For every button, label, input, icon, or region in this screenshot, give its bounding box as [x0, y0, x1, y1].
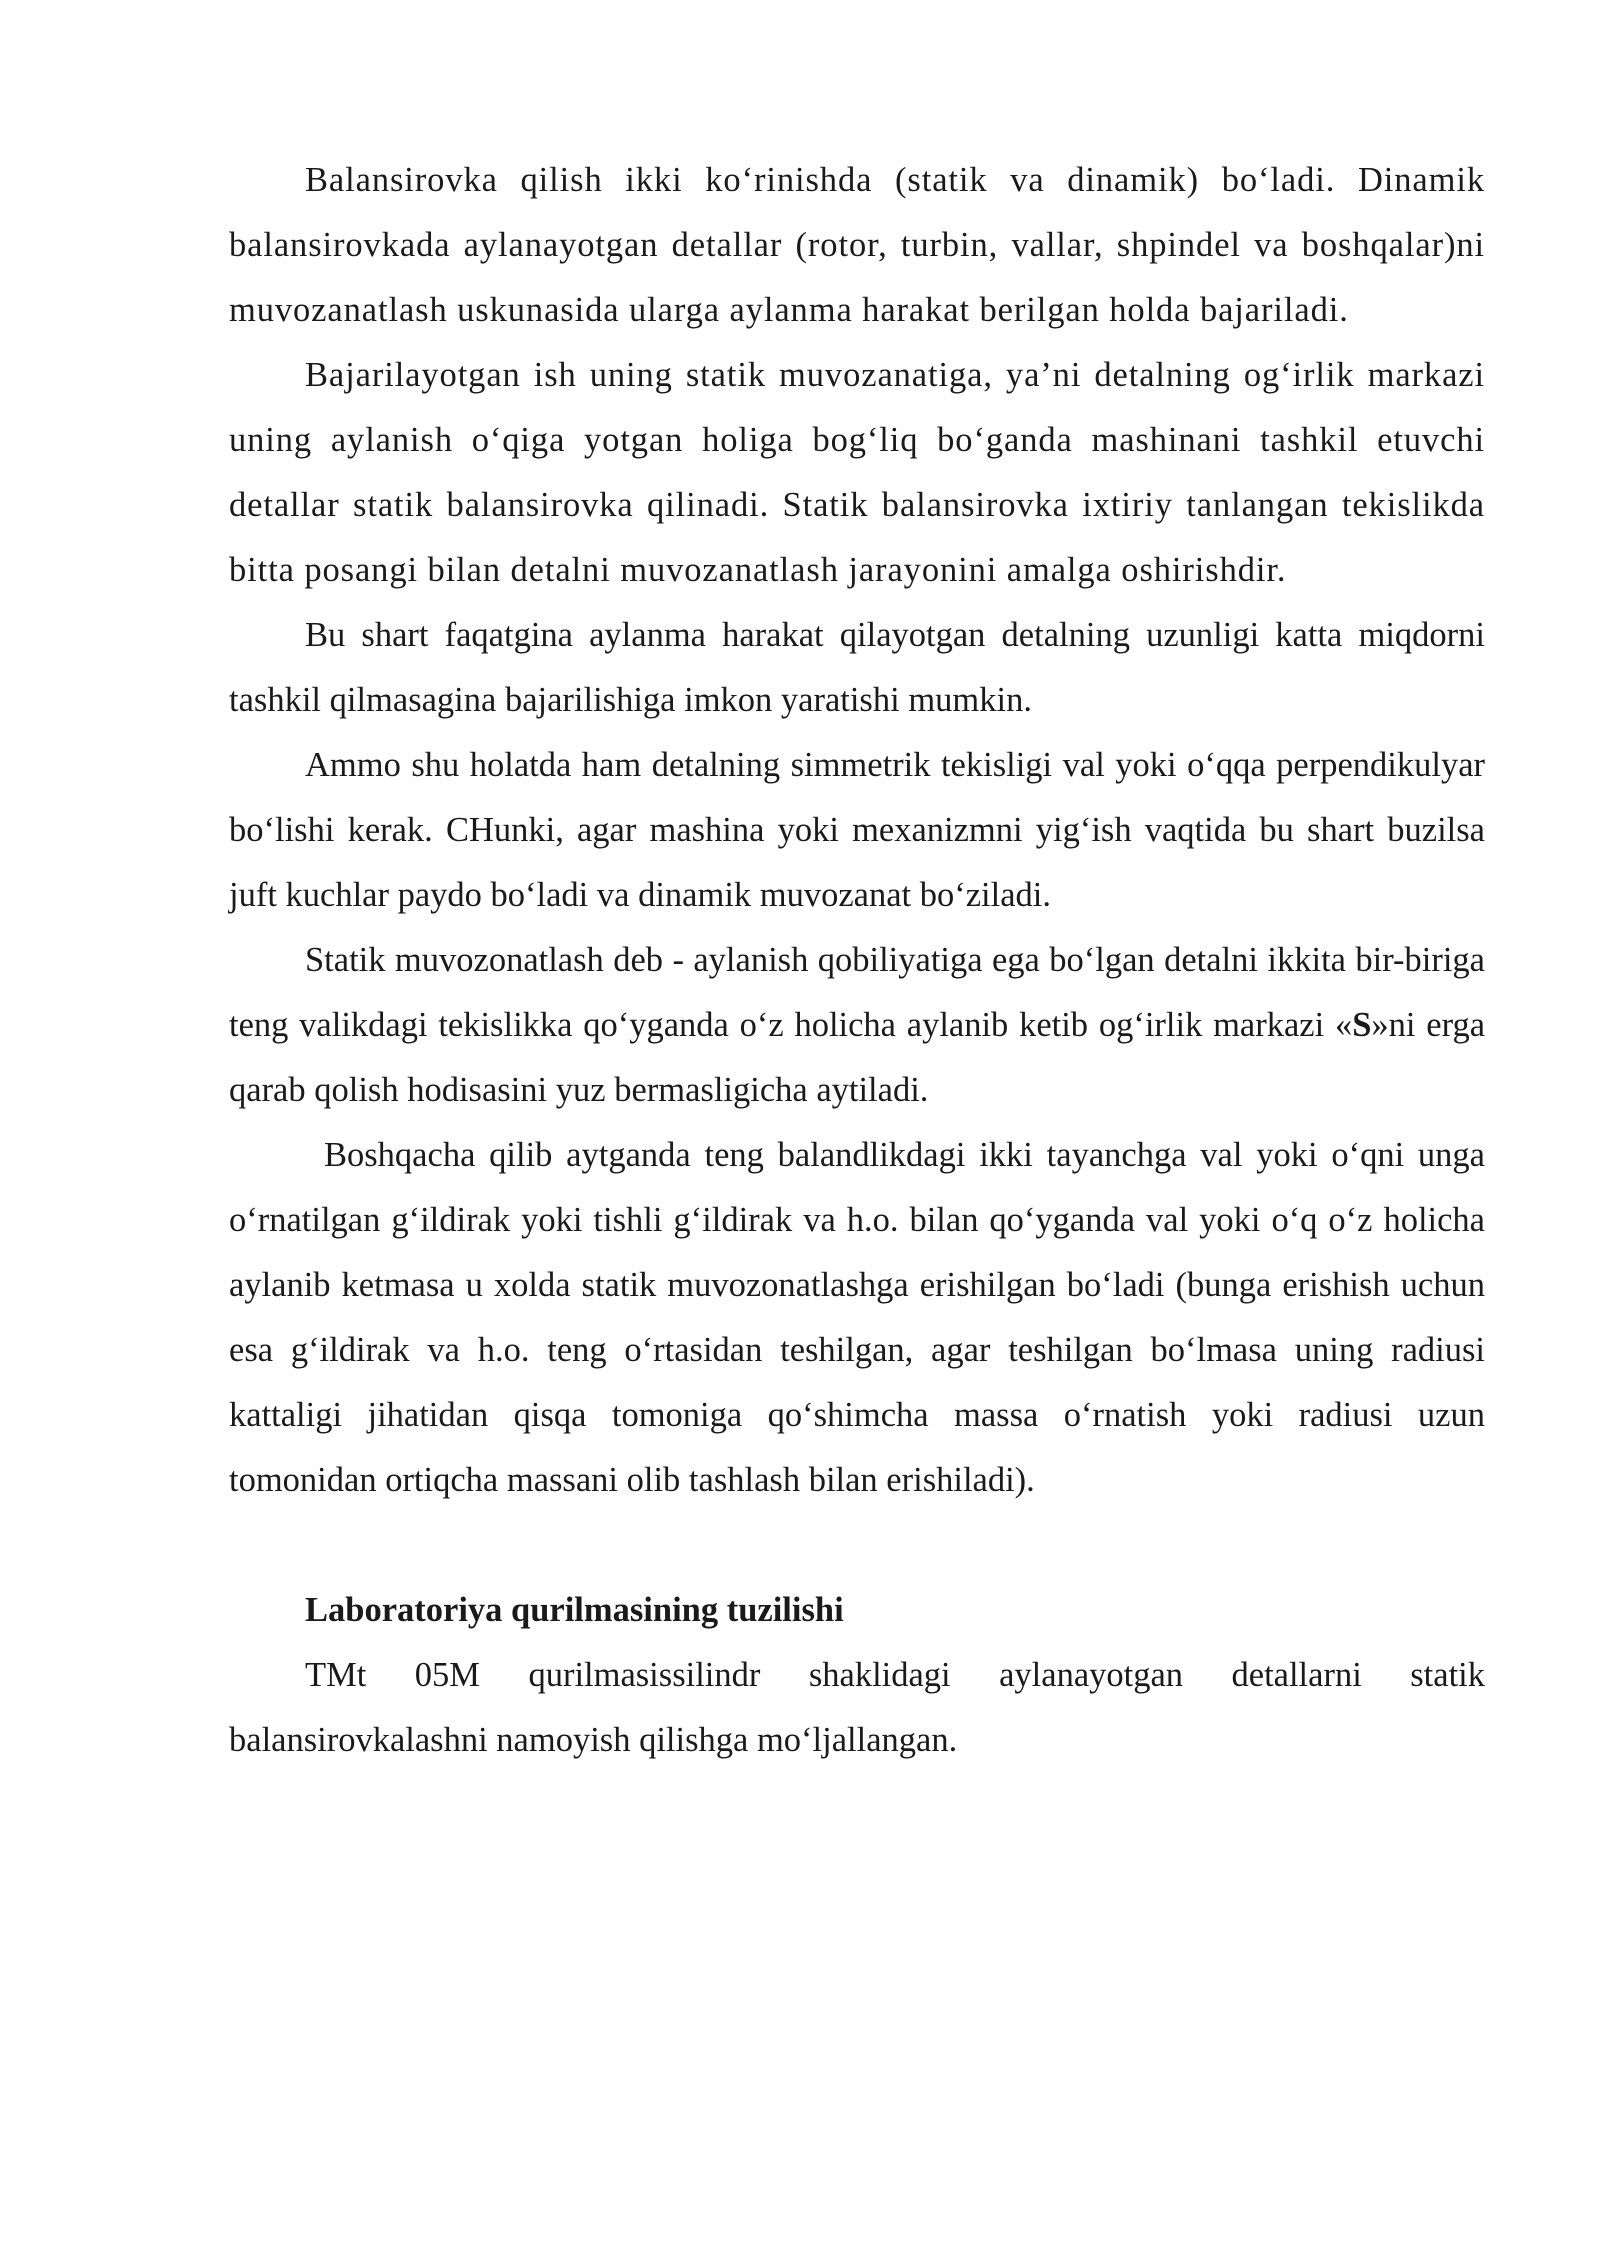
paragraph-static-balancing-definition: Bajarilayotgan ish uning statik muvozanatiga, ya’ni detalning og‘irlik markazi uning aylanish o‘qiga yotgan holiga bog‘liq bo‘ganda mashinani tashkil etuvchi detallar statik balansirovka qilinadi. Statik balansirovka ixtiriy tanlangan tekislikda bitta posangi bilan detalni muvozanatlash jarayonini amalga oshirishdir. — [229, 356, 1485, 589]
paragraph-balancing-types: Balansirovka qilish ikki ko‘rinishda (statik va dinamik) bo‘ladi. Dinamik balansirovkada aylanayotgan detallar (rotor, turbin, vallar, shpindel va boshqalar)ni muvozanatlash uskunasida ularga aylanma harakat berilgan holda bajariladi. — [229, 161, 1485, 329]
paragraph-condition: Bu shart faqatgina aylanma harakat qilayotgan detalning uzunligi katta miqdorni tashkil qilmasagina bajarilishiga imkon yaratishi mumkin. — [229, 616, 1485, 719]
paragraph-static-muvozonatlash — [229, 928, 1485, 1123]
paragraph-symmetry: Ammo shu holatda ham detalning simmetrik tekisligi val yoki o‘qqa perpendikulyar bo‘lishi kerak. CHunki, agar mashina yoki mexanizmni yig‘ish vaqtida bu shart buzilsa juft kuchlar paydo bo‘ladi va dinamik muvozanat bo‘ziladi. — [229, 746, 1485, 914]
document-body — [229, 148, 1485, 1773]
section-spacer — [229, 1513, 1485, 1578]
paragraph-static-muvozonatlash-end: »ni erga qarab qolish hodisasini yuz bermasligicha aytiladi. — [229, 1006, 1486, 1109]
paragraph-static-muvozonatlash-start: Statik muvozonatlash deb - aylanish qobiliyatiga ega bo‘lgan detalni ikkita bir-biriga teng valikdagi tekislikka qo‘yganda o‘z holicha aylanib ketib og‘irlik markazi « — [229, 941, 1485, 1044]
section-heading: Laboratoriya qurilmasining tuzilishi — [305, 1591, 844, 1629]
paragraph-device-purpose: TMt 05M qurilmasissilindr shaklidagi aylanayotgan detallarni statik balansirovkalashni namoyish qilishga mo‘ljallangan. — [229, 1656, 1485, 1759]
center-of-mass-symbol: S — [1352, 1006, 1372, 1044]
paragraph-in-other-words: Boshqacha qilib aytganda teng balandlikdagi ikki tayanchga val yoki o‘qni unga o‘rnatilgan g‘ildirak yoki tishli g‘ildirak va h.o. bilan qo‘yganda val yoki o‘q o‘z holicha aylanib ketmasa u xolda statik muvozonatlashga erishilgan bo‘ladi (bunga erishish uchun esa g‘ildirak va h.o. teng o‘rtasidan teshilgan, agar teshilgan bo‘lmasa uning radiusi kattaligi jihatidan qisqa tomoniga qo‘shimcha massa o‘rnatish yoki radiusi uzun tomonidan ortiqcha massani olib tashlash bilan erishiladi). — [229, 1136, 1485, 1499]
